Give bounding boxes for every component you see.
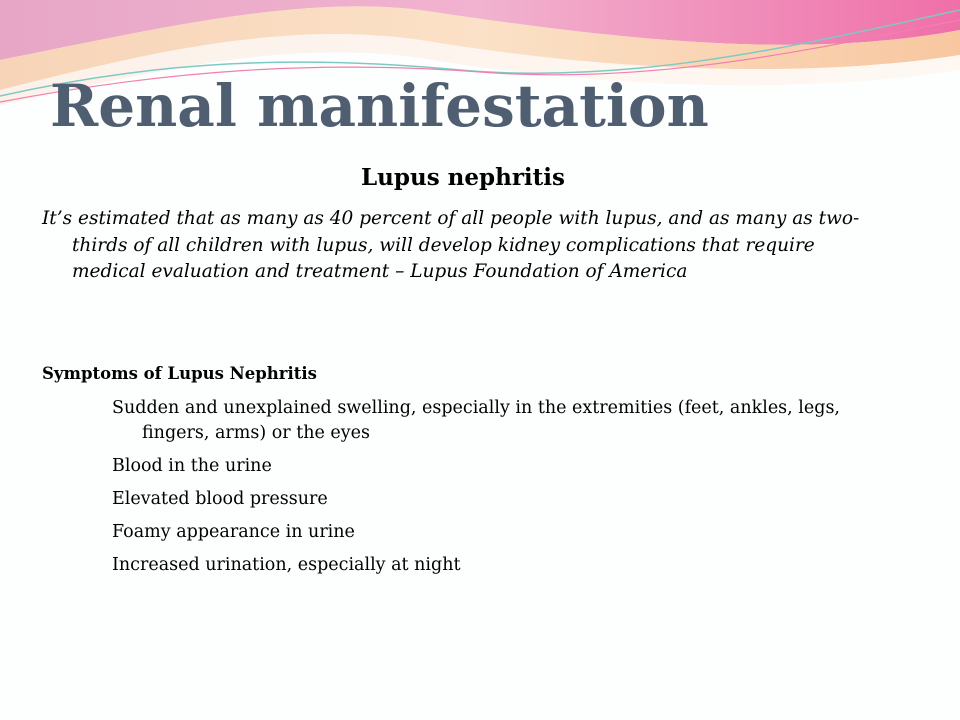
quote-paragraph: It’s estimated that as many as 40 percent of all people with lupus, and as many as two-thirds of all children with lupus, will develop kidney complications that require medical evaluation and treatment – Lupus Foundation of America bbox=[42, 208, 860, 282]
slide-subtitle: Lupus nephritis bbox=[361, 164, 565, 191]
symptom-item: Blood in the urine bbox=[112, 456, 272, 476]
symptoms-heading: Symptoms of Lupus Nephritis bbox=[42, 364, 317, 383]
symptom-item: Sudden and unexplained swelling, especially in the extremities (feet, ankles, legs, fingers, arms) or the eyes bbox=[112, 398, 840, 443]
symptom-item: Foamy appearance in urine bbox=[112, 522, 355, 542]
symptom-list bbox=[112, 396, 912, 586]
symptom-item: Increased urination, especially at night bbox=[112, 555, 461, 575]
symptom-item: Elevated blood pressure bbox=[112, 489, 328, 509]
slide-title: Renal manifestation bbox=[50, 72, 709, 140]
